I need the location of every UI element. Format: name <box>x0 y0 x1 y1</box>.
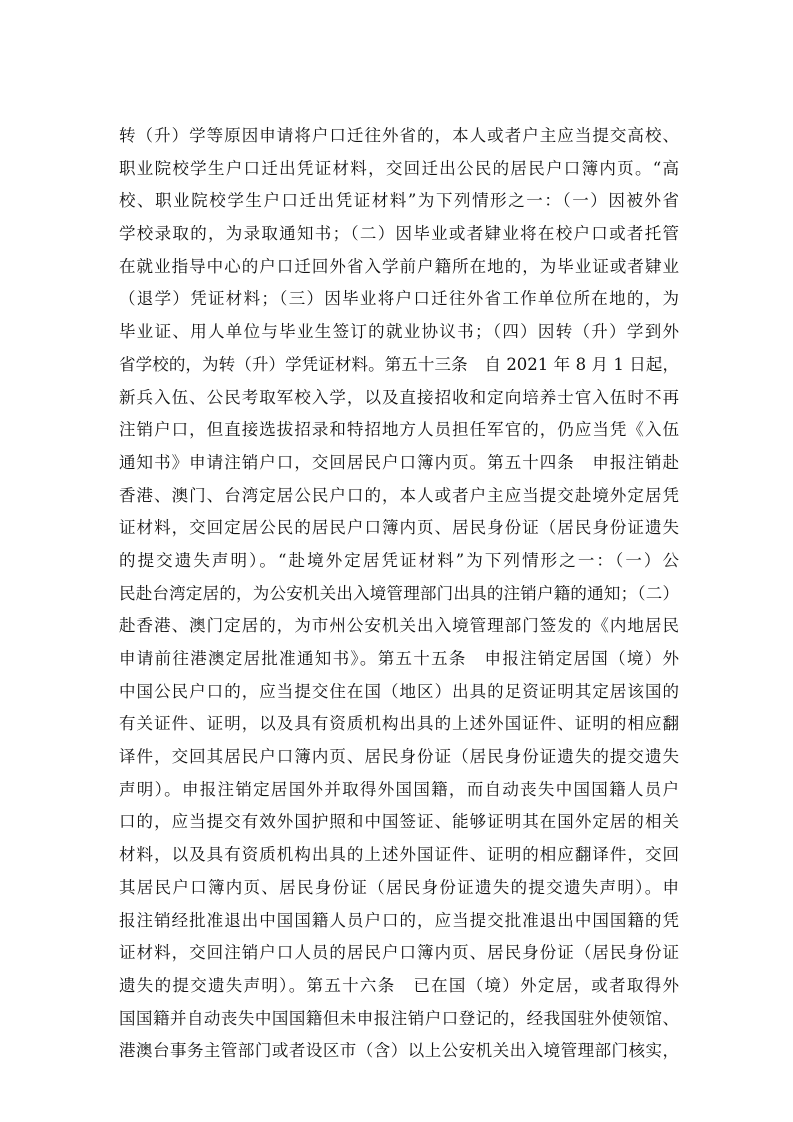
text-line-15: 民赴台湾定居的，为公安机关出入境管理部门出具的注销户籍的通知；（二） <box>119 583 679 603</box>
text-line-11: 通知书》申请注销户口，交回居民户口簿内页。第五十四条 申报注销赴 <box>119 452 679 472</box>
text-line-12: 香港、澳门、台湾定居公民户口的，本人或者户主应当提交赴境外定居凭 <box>119 485 679 505</box>
text-line-6: （退学）凭证材料；（三）因毕业将户口迁往外省工作单位所在地的，为 <box>119 289 679 309</box>
text-line-16: 赴香港、澳门定居的，为市州公安机关出入境管理部门签发的《内地居民 <box>119 616 679 636</box>
text-line-1: 转（升）学等原因申请将户口迁往外省的，本人或者户主应当提交高校、 <box>119 126 679 145</box>
text-line-23: 材料，以及具有资质机构出具的上述外国证件、证明的相应翻译件，交回 <box>119 845 679 865</box>
text-line-20: 译件，交回其居民户口簿内页、居民身份证（居民身份证遗失的提交遗失 <box>119 747 679 767</box>
text-line-26: 证材料，交回注销户口人员的居民户口簿内页、居民身份证（居民身份证 <box>119 943 679 963</box>
text-line-19: 有关证件、证明，以及具有资质机构出具的上述外国证件、证明的相应翻 <box>119 714 679 734</box>
text-line-2: 职业院校学生户口迁出凭证材料，交回迁出公民的居民户口簿内页。“高 <box>119 158 679 178</box>
text-line-24: 其居民户口簿内页、居民身份证（居民身份证遗失的提交遗失声明）。申 <box>119 877 679 897</box>
text-line-29: 港澳台事务主管部门或者设区市（含）以上公安机关出入境管理部门核实， <box>119 1041 679 1061</box>
text-line-5: 在就业指导中心的户口迁回外省入学前户籍所在地的，为毕业证或者肄业 <box>119 256 679 276</box>
text-line-13: 证材料，交回定居公民的居民户口簿内页、居民身份证（居民身份证遗失 <box>119 518 679 538</box>
text-line-27: 遗失的提交遗失声明）。第五十六条 已在国（境）外定居，或者取得外 <box>119 975 679 995</box>
text-line-21: 声明）。申报注销定居国外并取得外国国籍，而自动丧失中国国籍人员户 <box>119 779 679 799</box>
text-line-4: 学校录取的，为录取通知书；（二）因毕业或者肄业将在校户口或者托管 <box>119 224 679 244</box>
text-line-7: 毕业证、用人单位与毕业生签订的就业协议书；（四）因转（升）学到外 <box>119 322 679 342</box>
text-line-9: 新兵入伍、公民考取军校入学，以及直接招收和定向培养士官入伍时不再 <box>119 387 679 407</box>
text-line-14: 的提交遗失声明）。“赴境外定居凭证材料”为下列情形之一：（一）公 <box>119 550 679 570</box>
text-line-17: 申请前往港澳定居批准通知书》。第五十五条 申报注销定居国（境）外 <box>119 649 679 668</box>
text-line-8: 省学校的，为转（升）学凭证材料。第五十三条 自 2021 年 8 月 1 日起， <box>119 354 679 374</box>
text-line-18: 中国公民户口的，应当提交住在国（地区）出具的足资证明其定居该国的 <box>119 681 679 701</box>
body-text <box>119 120 679 1068</box>
text-line-10: 注销户口，但直接选拔招录和特招地方人员担任军官的，仍应当凭《入伍 <box>119 420 679 440</box>
text-line-25: 报注销经批准退出中国国籍人员户口的，应当提交批准退出中国国籍的凭 <box>119 910 679 930</box>
text-line-3: 校、职业院校学生户口迁出凭证材料”为下列情形之一：（一）因被外省 <box>119 191 679 211</box>
text-line-22: 口的，应当提交有效外国护照和中国签证、能够证明其在国外定居的相关 <box>119 812 679 832</box>
text-line-28: 国国籍并自动丧失中国国籍但未申报注销户口登记的，经我国驻外使领馆、 <box>119 1008 679 1028</box>
